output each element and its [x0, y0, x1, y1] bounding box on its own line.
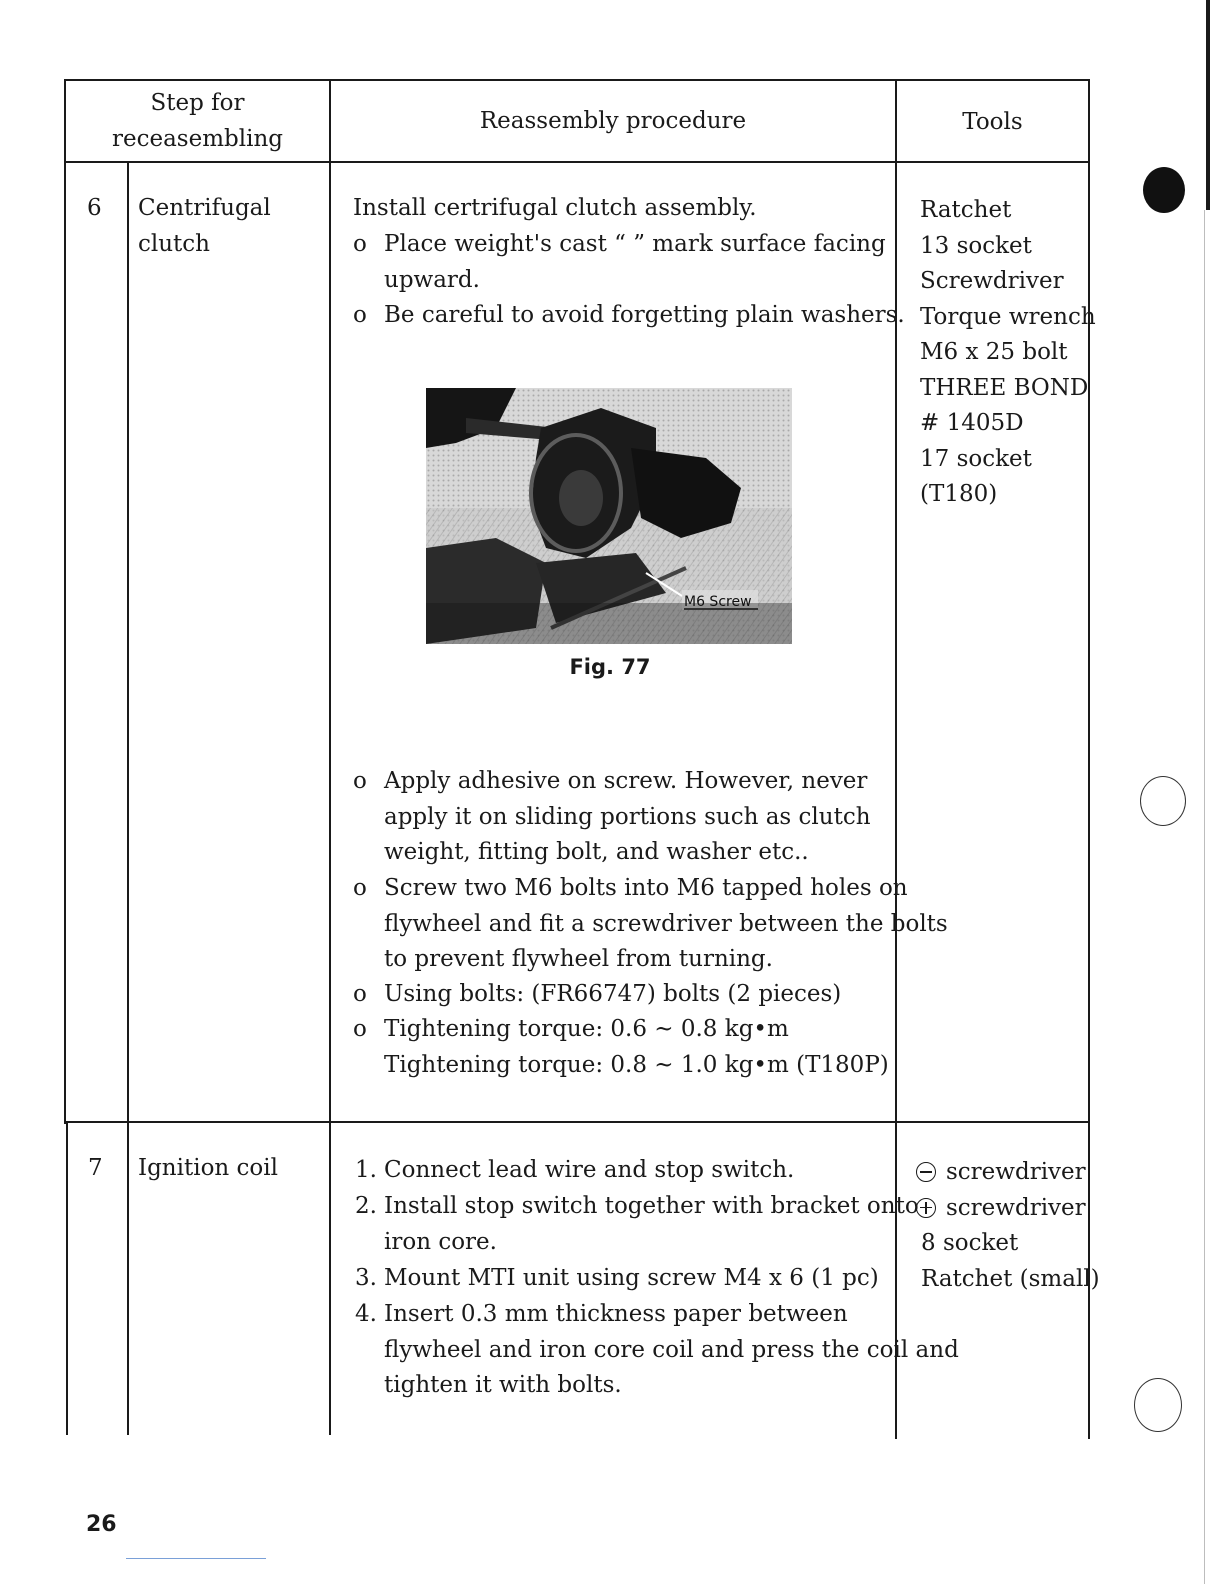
row-6-tools: Ratchet 13 socket Screwdriver Torque wrench M6 x 25 bolt THREE BOND # 1405D 17 socket (T180) — [920, 197, 1096, 507]
m6-screw-label: M6 Screw — [684, 594, 752, 610]
scan-edge-line — [1206, 0, 1210, 210]
plus-screwdriver-icon — [916, 1198, 936, 1218]
note-torque: Tightening torque: 0.6 ~ 0.8 kg•m Tightening torque: 0.8 ~ 1.0 kg•m (T180P) — [384, 1016, 889, 1078]
scan-edge-line-faint — [1204, 210, 1205, 1584]
row-7-number: 7 — [88, 1155, 103, 1181]
row-7-name: Ignition coil — [138, 1155, 278, 1181]
binder-hole-middle — [1140, 776, 1186, 826]
bullet-marker: o — [353, 302, 367, 328]
table-left-border — [64, 79, 66, 1124]
figure-caption: Fig. 77 — [569, 655, 651, 679]
note-using-bolts: Using bolts: (FR66747) bolts (2 pieces) — [384, 981, 842, 1007]
step-3-text: Mount MTI unit using screw M4 x 6 (1 pc) — [384, 1265, 879, 1291]
row-divider — [66, 1121, 1090, 1123]
step-number: 4. — [355, 1301, 377, 1327]
step-number-divider — [127, 163, 129, 1435]
step-number: 2. — [355, 1193, 377, 1219]
step-4-text: Insert 0.3 mm thickness paper between flywheel and iron core coil and press the coil and tighten it with bolts. — [384, 1301, 959, 1398]
binder-hole-top — [1143, 167, 1185, 213]
row-6-number: 6 — [87, 195, 102, 221]
scan-bottom-mark — [126, 1558, 266, 1559]
header-tools: Tools — [962, 109, 1023, 135]
clutch-photo-svg — [426, 388, 792, 644]
note-m6-bolts: Screw two M6 bolts into M6 tapped holes on flywheel and fit a screwdriver between the bolts to prevent flywheel from turning. — [384, 875, 948, 972]
header-procedure: Reassembly procedure — [479, 108, 747, 134]
bullet-marker: o — [353, 1016, 367, 1042]
clutch-photo — [426, 388, 792, 644]
step-number: 3. — [355, 1265, 377, 1291]
minus-screwdriver-icon — [916, 1162, 936, 1182]
note-weight-mark: Place weight's cast “ ” mark surface facing upward. — [384, 231, 886, 293]
row-7-tools: screwdriver screwdriver 8 socket Ratchet (small) — [916, 1155, 1100, 1297]
step-1-text: Connect lead wire and stop switch. — [384, 1157, 795, 1183]
note-adhesive: Apply adhesive on screw. However, never apply it on sliding portions such as clutch weight, fitting bolt, and washer etc.. — [384, 768, 871, 865]
row-6-intro: Install certrifugal clutch assembly. — [353, 195, 757, 221]
bullet-marker: o — [353, 231, 367, 257]
bullet-marker: o — [353, 981, 367, 1007]
binder-hole-bottom — [1134, 1378, 1182, 1432]
page-number: 26 — [86, 1512, 117, 1537]
header-step: Step for receasembling — [111, 90, 283, 152]
bullet-marker: o — [353, 768, 367, 794]
step-number: 1. — [355, 1157, 377, 1183]
step-2-text: Install stop switch together with bracket onto iron core. — [384, 1193, 919, 1255]
row-6-name: Centrifugal clutch — [138, 195, 271, 257]
table-top-border — [64, 79, 1090, 81]
procedure-left-divider — [329, 79, 331, 1435]
header-bottom-border — [64, 161, 1090, 163]
bullet-marker: o — [353, 875, 367, 901]
note-plain-washers: Be careful to avoid forgetting plain washers. — [384, 302, 905, 328]
left-border-lower — [66, 1123, 68, 1435]
